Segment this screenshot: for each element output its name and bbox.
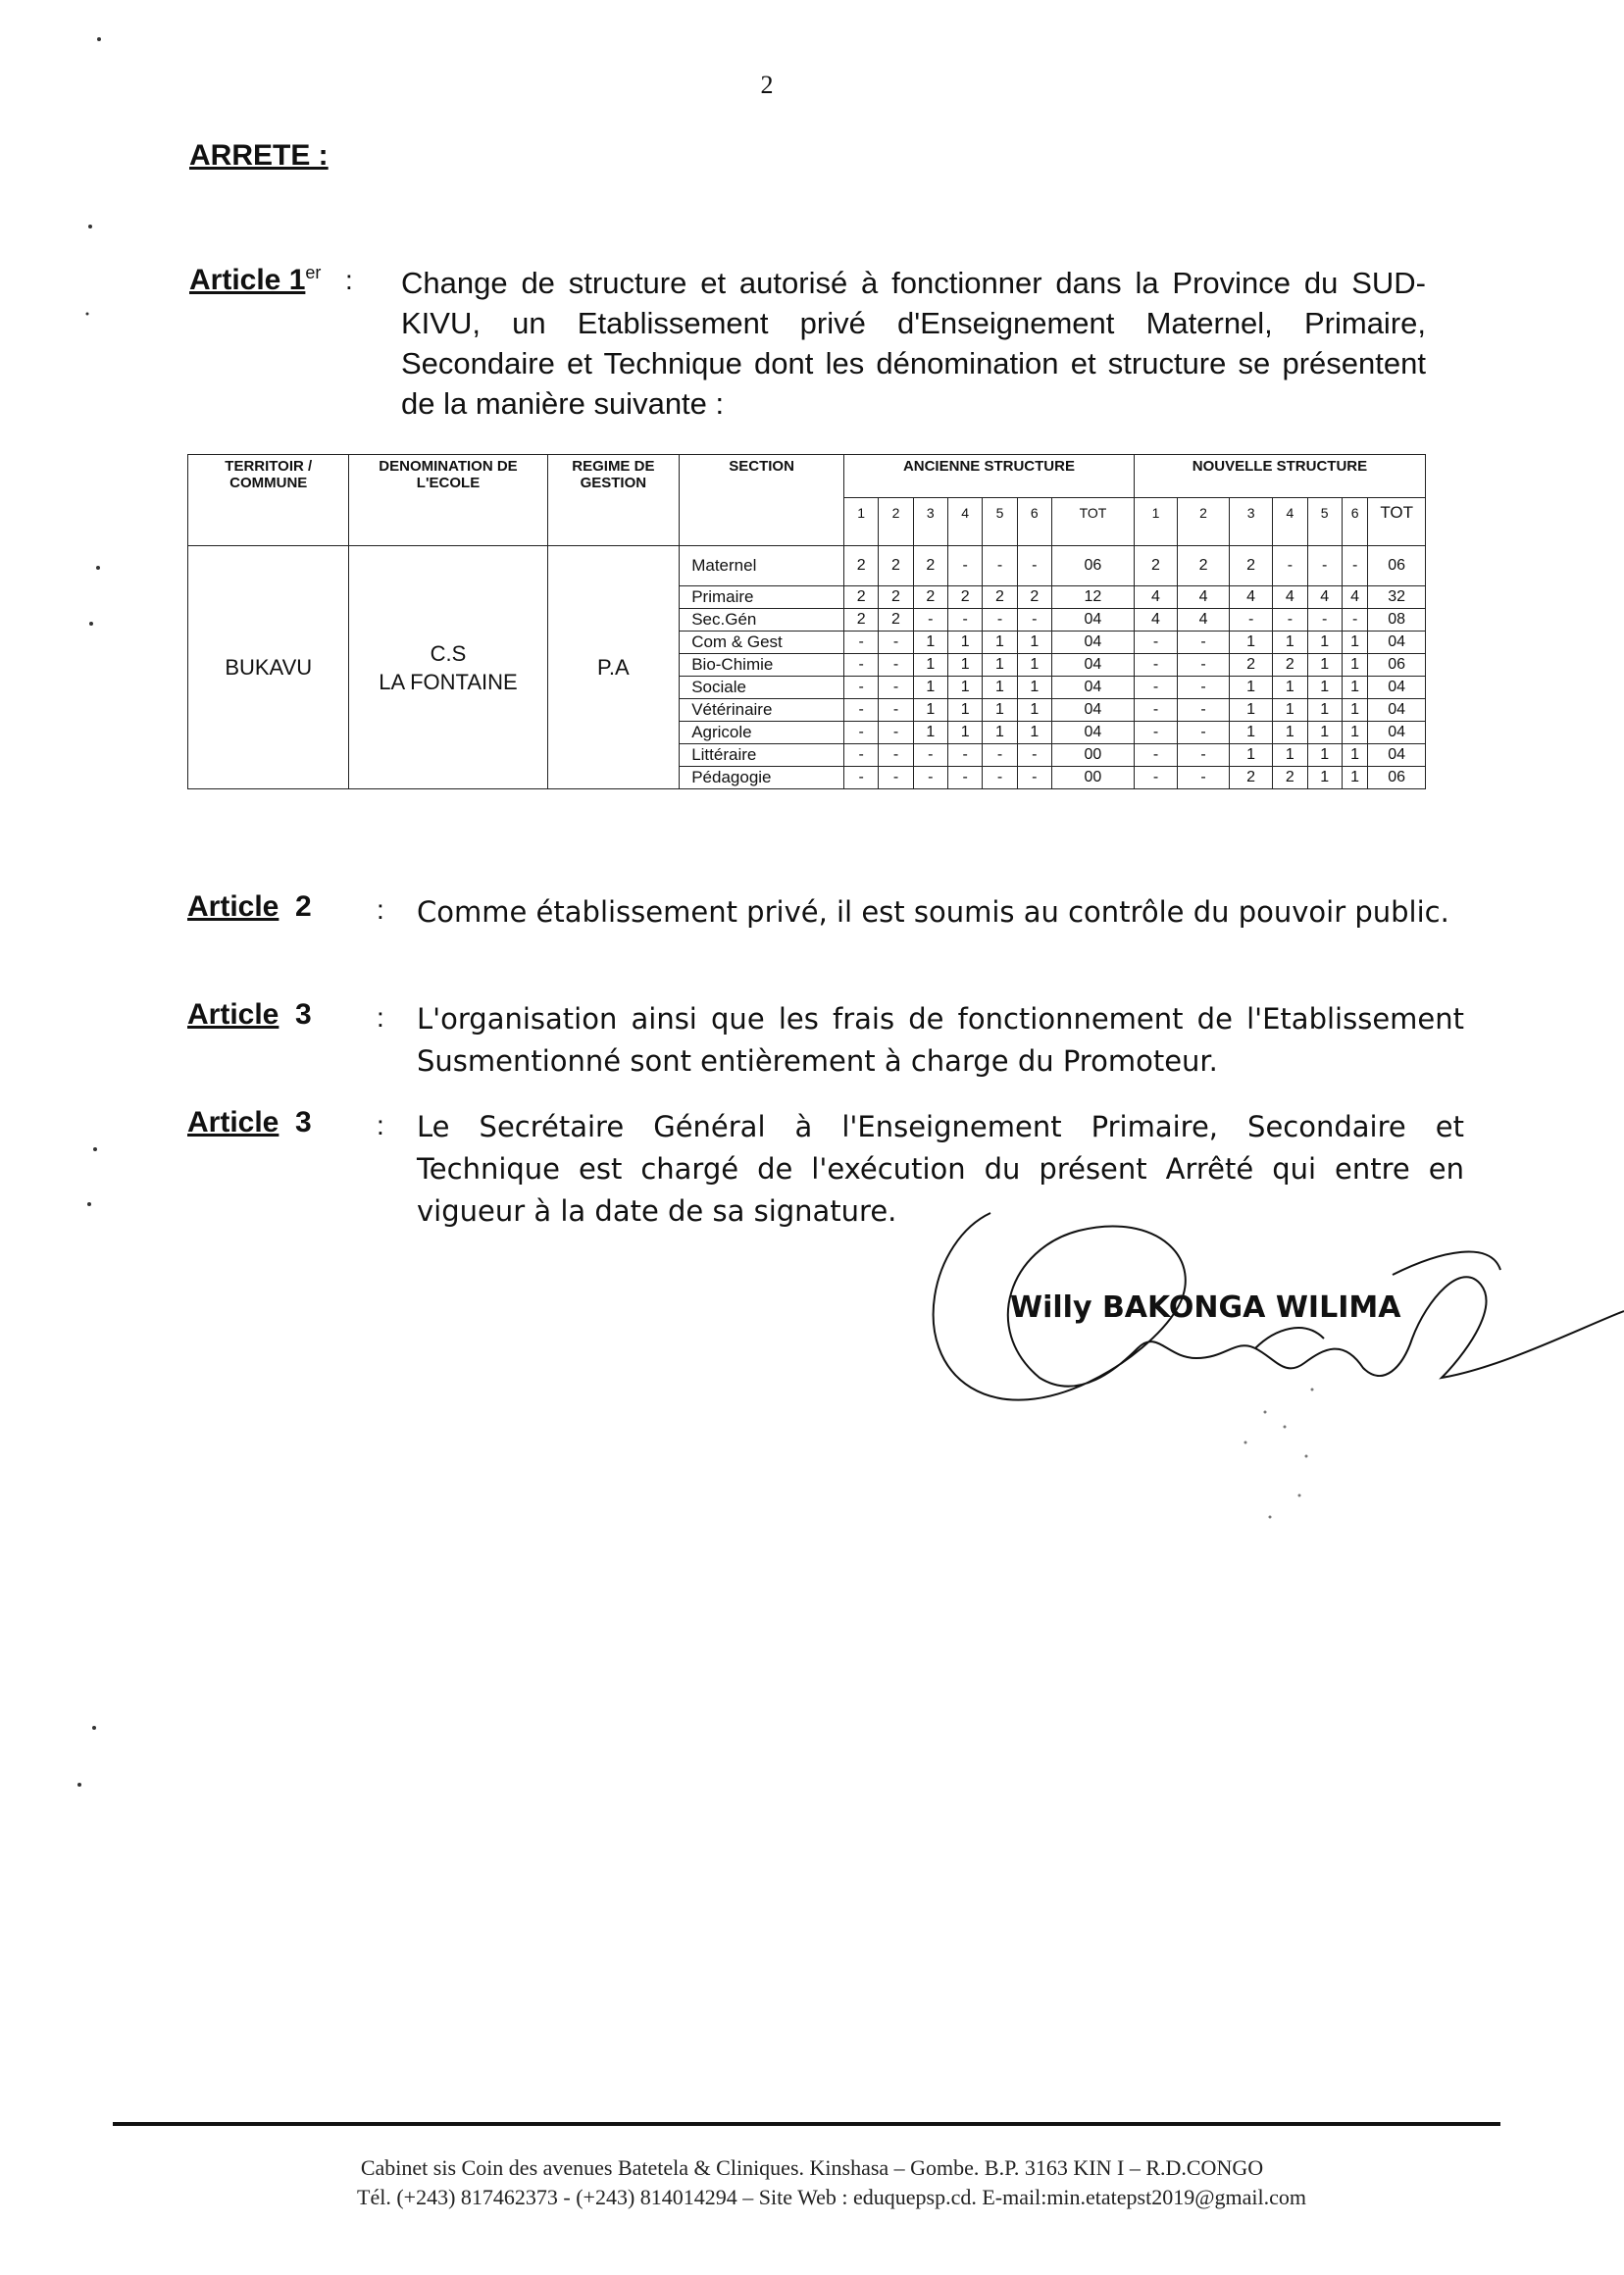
old-structure-cell: 04 bbox=[1051, 677, 1134, 699]
old-structure-cell: - bbox=[1017, 744, 1051, 767]
old-col: 2 bbox=[879, 498, 913, 546]
new-structure-cell: 1 bbox=[1273, 744, 1307, 767]
old-structure-cell: 2 bbox=[844, 609, 879, 632]
old-structure-cell: 00 bbox=[1051, 744, 1134, 767]
old-structure-cell: 06 bbox=[1051, 546, 1134, 586]
new-structure-cell: 1 bbox=[1342, 744, 1367, 767]
new-structure-cell: 1 bbox=[1342, 699, 1367, 722]
new-structure-cell: 1 bbox=[1273, 699, 1307, 722]
old-structure-cell: 2 bbox=[913, 546, 947, 586]
signatory-name: Willy BAKONGA WILIMA bbox=[1010, 1290, 1401, 1325]
old-structure-cell: - bbox=[844, 677, 879, 699]
article-2-colon: : bbox=[377, 894, 384, 925]
new-structure-cell: - bbox=[1134, 767, 1177, 789]
article-3b-colon: : bbox=[377, 1110, 384, 1140]
new-col: 4 bbox=[1273, 498, 1307, 546]
new-structure-cell: 2 bbox=[1134, 546, 1177, 586]
old-col: 3 bbox=[913, 498, 947, 546]
old-structure-cell: - bbox=[879, 654, 913, 677]
header-regime: REGIME DE GESTION bbox=[547, 455, 680, 546]
old-structure-cell: 1 bbox=[1017, 677, 1051, 699]
old-col: 1 bbox=[844, 498, 879, 546]
old-structure-cell: 1 bbox=[983, 699, 1017, 722]
new-structure-cell: 1 bbox=[1307, 744, 1342, 767]
new-structure-cell: 08 bbox=[1368, 609, 1426, 632]
arrete-heading: ARRETE : bbox=[189, 139, 329, 172]
old-structure-cell: - bbox=[913, 767, 947, 789]
page-number: 2 bbox=[760, 71, 774, 99]
old-col: 5 bbox=[983, 498, 1017, 546]
section-cell: Bio-Chimie bbox=[680, 654, 844, 677]
ecole-line-2: LA FONTAINE bbox=[379, 669, 518, 694]
old-structure-cell: - bbox=[879, 677, 913, 699]
old-structure-cell: 1 bbox=[913, 654, 947, 677]
regime-cell: P.A bbox=[547, 546, 680, 789]
new-structure-cell: 04 bbox=[1368, 677, 1426, 699]
old-structure-cell: - bbox=[983, 767, 1017, 789]
footer-address: Cabinet sis Coin des avenues Batetela & Cliniques. Kinshasa – Gombe. B.P. 3163 KIN I – R.D.CONGO bbox=[360, 2155, 1264, 2180]
old-structure-cell: 2 bbox=[879, 586, 913, 609]
old-structure-cell: 1 bbox=[947, 722, 982, 744]
table-body bbox=[188, 546, 1426, 789]
old-structure-cell: 1 bbox=[947, 699, 982, 722]
new-structure-cell: 1 bbox=[1307, 699, 1342, 722]
article-1-text: Change de structure et autorisé à fonctionner dans la Province du SUD-KIVU, un Etablissement privé d'Enseignement Maternel, Primaire, Secondaire et Technique dont les dénomination et structure se présentent de la manière suivante : bbox=[401, 266, 1426, 421]
old-structure-cell: 2 bbox=[844, 546, 879, 586]
section-cell: Sec.Gén bbox=[680, 609, 844, 632]
old-structure-cell: - bbox=[1017, 609, 1051, 632]
new-structure-cell: - bbox=[1134, 722, 1177, 744]
old-structure-cell: - bbox=[844, 722, 879, 744]
old-structure-cell: 2 bbox=[879, 609, 913, 632]
article-1-superscript: er bbox=[305, 263, 322, 282]
new-structure-cell: - bbox=[1178, 744, 1230, 767]
old-structure-cell: - bbox=[983, 744, 1017, 767]
section-cell: Vétérinaire bbox=[680, 699, 844, 722]
old-structure-cell: - bbox=[879, 722, 913, 744]
section-cell: Littéraire bbox=[680, 744, 844, 767]
old-structure-cell: - bbox=[879, 632, 913, 654]
new-structure-cell: 04 bbox=[1368, 722, 1426, 744]
new-structure-cell: 4 bbox=[1178, 586, 1230, 609]
old-structure-cell: - bbox=[947, 546, 982, 586]
new-structure-cell: 4 bbox=[1178, 609, 1230, 632]
territoire-cell: BUKAVU bbox=[188, 546, 349, 789]
new-structure-cell: 1 bbox=[1307, 632, 1342, 654]
header-ancienne-structure: ANCIENNE STRUCTURE bbox=[844, 455, 1135, 498]
old-structure-cell: 04 bbox=[1051, 722, 1134, 744]
new-structure-cell: 06 bbox=[1368, 546, 1426, 586]
old-structure-cell: 2 bbox=[844, 586, 879, 609]
old-structure-cell: 2 bbox=[983, 586, 1017, 609]
new-col: 5 bbox=[1307, 498, 1342, 546]
new-structure-cell: 1 bbox=[1342, 767, 1367, 789]
old-col: 6 bbox=[1017, 498, 1051, 546]
old-col: 4 bbox=[947, 498, 982, 546]
new-structure-cell: 1 bbox=[1307, 722, 1342, 744]
table-row bbox=[188, 546, 1426, 586]
new-structure-cell: 04 bbox=[1368, 744, 1426, 767]
new-structure-cell: - bbox=[1307, 546, 1342, 586]
article-3a-colon: : bbox=[377, 1002, 384, 1033]
old-structure-cell: - bbox=[844, 699, 879, 722]
new-structure-cell: 4 bbox=[1134, 609, 1177, 632]
old-structure-cell: 1 bbox=[913, 677, 947, 699]
old-structure-cell: - bbox=[879, 699, 913, 722]
old-col-total: TOT bbox=[1051, 498, 1134, 546]
old-structure-cell: 1 bbox=[913, 722, 947, 744]
new-structure-cell: 2 bbox=[1178, 546, 1230, 586]
old-structure-cell: 1 bbox=[1017, 722, 1051, 744]
section-cell: Maternel bbox=[680, 546, 844, 586]
new-structure-cell: 1 bbox=[1230, 632, 1273, 654]
header-denomination: DENOMINATION DE L'ECOLE bbox=[349, 455, 547, 546]
new-col: 2 bbox=[1178, 498, 1230, 546]
new-structure-cell: 2 bbox=[1230, 654, 1273, 677]
old-structure-cell: 12 bbox=[1051, 586, 1134, 609]
new-structure-cell: 4 bbox=[1273, 586, 1307, 609]
old-structure-cell: 04 bbox=[1051, 609, 1134, 632]
old-structure-cell: - bbox=[913, 609, 947, 632]
old-structure-cell: 1 bbox=[1017, 654, 1051, 677]
old-structure-cell: 1 bbox=[947, 654, 982, 677]
old-structure-cell: - bbox=[844, 744, 879, 767]
old-structure-cell: - bbox=[844, 632, 879, 654]
new-structure-cell: 2 bbox=[1230, 546, 1273, 586]
article-3a-text: L'organisation ainsi que les frais de fonctionnement de l'Etablissement Susmentionné sont entièrement à charge du Promoteur. bbox=[417, 1002, 1464, 1078]
old-structure-cell: 1 bbox=[983, 677, 1017, 699]
new-structure-cell: 1 bbox=[1342, 632, 1367, 654]
old-structure-cell: - bbox=[844, 767, 879, 789]
old-structure-cell: 00 bbox=[1051, 767, 1134, 789]
new-structure-cell: - bbox=[1178, 632, 1230, 654]
new-structure-cell: 1 bbox=[1307, 654, 1342, 677]
article-3a-label: Article 3 bbox=[187, 998, 312, 1031]
footer-contact: Tél. (+243) 817462373 - (+243) 814014294 – Site Web : eduquepsp.cd. E-mail:min.etatepst2019@gmail.com bbox=[357, 2185, 1306, 2209]
article-1-label: Article 1er bbox=[189, 263, 322, 296]
new-structure-cell: 1 bbox=[1273, 632, 1307, 654]
new-structure-cell: 4 bbox=[1134, 586, 1177, 609]
handwritten-signature bbox=[912, 1201, 1624, 1535]
header-section: SECTION bbox=[680, 455, 844, 546]
old-structure-cell: 1 bbox=[983, 632, 1017, 654]
new-structure-cell: 06 bbox=[1368, 654, 1426, 677]
old-structure-cell: - bbox=[879, 767, 913, 789]
new-structure-cell: 1 bbox=[1273, 722, 1307, 744]
new-structure-cell: - bbox=[1134, 699, 1177, 722]
new-structure-cell: - bbox=[1342, 546, 1367, 586]
old-structure-cell: 1 bbox=[947, 632, 982, 654]
old-structure-cell: - bbox=[947, 767, 982, 789]
new-structure-cell: - bbox=[1230, 609, 1273, 632]
old-structure-cell: 2 bbox=[879, 546, 913, 586]
new-structure-cell: 1 bbox=[1342, 722, 1367, 744]
old-structure-cell: - bbox=[983, 546, 1017, 586]
new-structure-cell: 4 bbox=[1342, 586, 1367, 609]
new-structure-cell: 1 bbox=[1342, 677, 1367, 699]
new-structure-cell: - bbox=[1134, 632, 1177, 654]
section-cell: Primaire bbox=[680, 586, 844, 609]
new-structure-cell: - bbox=[1134, 744, 1177, 767]
article-2-text: Comme établissement privé, il est soumis au contrôle du pouvoir public. bbox=[417, 895, 1449, 929]
old-structure-cell: 1 bbox=[1017, 632, 1051, 654]
old-structure-cell: 04 bbox=[1051, 632, 1134, 654]
new-structure-cell: 2 bbox=[1230, 767, 1273, 789]
new-col: 6 bbox=[1342, 498, 1367, 546]
new-structure-cell: - bbox=[1178, 699, 1230, 722]
new-structure-cell: - bbox=[1273, 609, 1307, 632]
old-structure-cell: 1 bbox=[947, 677, 982, 699]
article-2-label: Article 2 bbox=[187, 890, 312, 923]
new-structure-cell: - bbox=[1178, 722, 1230, 744]
old-structure-cell: 04 bbox=[1051, 699, 1134, 722]
ecole-cell bbox=[349, 546, 547, 789]
section-cell: Com & Gest bbox=[680, 632, 844, 654]
old-structure-cell: - bbox=[844, 654, 879, 677]
new-structure-cell: - bbox=[1307, 609, 1342, 632]
new-structure-cell: 1 bbox=[1230, 722, 1273, 744]
section-cell: Sociale bbox=[680, 677, 844, 699]
new-structure-cell: 2 bbox=[1273, 654, 1307, 677]
new-structure-cell: 1 bbox=[1342, 654, 1367, 677]
new-structure-cell: 1 bbox=[1273, 677, 1307, 699]
new-structure-cell: 1 bbox=[1230, 699, 1273, 722]
old-structure-cell: 1 bbox=[983, 722, 1017, 744]
new-structure-cell: - bbox=[1178, 654, 1230, 677]
old-structure-cell: - bbox=[879, 744, 913, 767]
old-structure-cell: 1 bbox=[913, 632, 947, 654]
footer-rule bbox=[113, 2122, 1500, 2126]
old-structure-cell: 04 bbox=[1051, 654, 1134, 677]
new-col-total: TOT bbox=[1368, 498, 1426, 546]
new-structure-cell: 4 bbox=[1230, 586, 1273, 609]
new-structure-cell: 4 bbox=[1307, 586, 1342, 609]
new-structure-cell: - bbox=[1273, 546, 1307, 586]
new-structure-cell: 32 bbox=[1368, 586, 1426, 609]
article-1-colon: : bbox=[345, 265, 353, 295]
new-structure-cell: - bbox=[1134, 654, 1177, 677]
new-structure-cell: 1 bbox=[1307, 767, 1342, 789]
old-structure-cell: - bbox=[947, 744, 982, 767]
old-structure-cell: - bbox=[1017, 546, 1051, 586]
old-structure-cell: 1 bbox=[1017, 699, 1051, 722]
header-territoire: TERRITOIR / COMMUNE bbox=[188, 455, 349, 546]
old-structure-cell: - bbox=[913, 744, 947, 767]
new-structure-cell: - bbox=[1134, 677, 1177, 699]
old-structure-cell: 1 bbox=[983, 654, 1017, 677]
new-col: 3 bbox=[1230, 498, 1273, 546]
section-cell: Agricole bbox=[680, 722, 844, 744]
old-structure-cell: 1 bbox=[913, 699, 947, 722]
old-structure-cell: - bbox=[947, 609, 982, 632]
structure-table bbox=[187, 454, 1426, 789]
old-structure-cell: 2 bbox=[947, 586, 982, 609]
new-structure-cell: - bbox=[1178, 677, 1230, 699]
old-structure-cell: 2 bbox=[1017, 586, 1051, 609]
old-structure-cell: - bbox=[983, 609, 1017, 632]
old-structure-cell: 2 bbox=[913, 586, 947, 609]
section-cell: Pédagogie bbox=[680, 767, 844, 789]
new-structure-cell: - bbox=[1178, 767, 1230, 789]
new-structure-cell: - bbox=[1342, 609, 1367, 632]
article-3b-label: Article 3 bbox=[187, 1106, 312, 1138]
new-structure-cell: 04 bbox=[1368, 632, 1426, 654]
article-3b-text: Le Secrétaire Général à l'Enseignement Primaire, Secondaire et Technique est chargé de l'exécution du présent Arrêté qui entre en vigueur à la date de sa signature. bbox=[417, 1110, 1464, 1228]
new-structure-cell: 06 bbox=[1368, 767, 1426, 789]
new-col: 1 bbox=[1134, 498, 1177, 546]
old-structure-cell: - bbox=[1017, 767, 1051, 789]
new-structure-cell: 2 bbox=[1273, 767, 1307, 789]
header-nouvelle-structure: NOUVELLE STRUCTURE bbox=[1134, 455, 1425, 498]
ecole-line-1: C.S bbox=[430, 640, 467, 666]
new-structure-cell: 1 bbox=[1307, 677, 1342, 699]
new-structure-cell: 1 bbox=[1230, 677, 1273, 699]
new-structure-cell: 1 bbox=[1230, 744, 1273, 767]
new-structure-cell: 04 bbox=[1368, 699, 1426, 722]
